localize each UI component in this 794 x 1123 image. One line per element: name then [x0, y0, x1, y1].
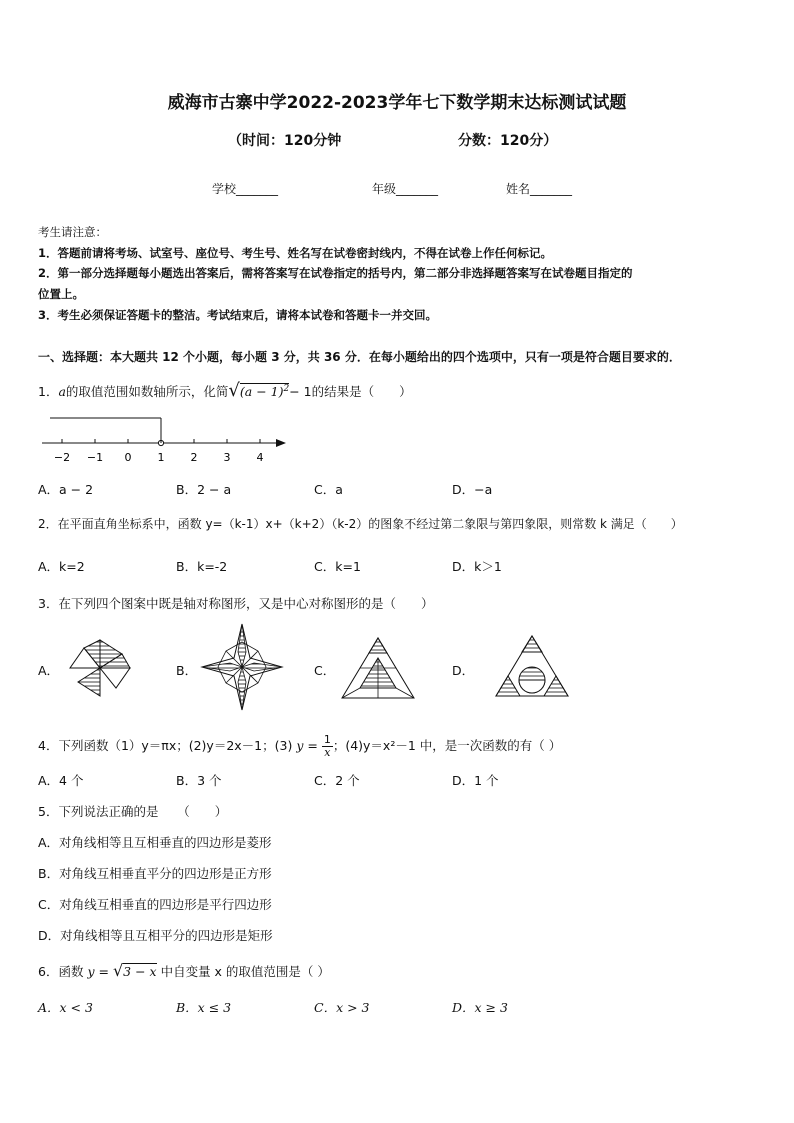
figure-c-triangle — [340, 636, 416, 700]
q6-fn: y = — [87, 964, 109, 979]
q3-label-d: D． — [452, 663, 475, 678]
question-3: 3．在下列四个图案中既是轴对称图形，又是中心对称图形的是（ ） — [38, 596, 434, 611]
sqrt-sign: √ — [112, 961, 124, 980]
q2-option-a: A．k=2 — [38, 559, 85, 574]
q1-tail: − 1的结果是（ ） — [289, 384, 412, 399]
q4-text-post: ；(4)y＝x²－1 中，是一次函数的有（ ） — [332, 738, 562, 753]
q6-option-b: B．x ≤ 3 — [176, 1000, 232, 1015]
note-item: 1．答题前请将考场、试室号、座位号、考生号、姓名写在试卷密封线内，不得在试卷上作任何标记。 — [38, 246, 552, 260]
q4-fraction: $\frac{1}{x}$ — [323, 733, 331, 759]
figure-a-pinwheel — [64, 636, 136, 700]
q2-option-d: D．k＞1 — [452, 559, 502, 574]
q1-option-a: A．a − 2 — [38, 482, 94, 497]
tick-label: −2 — [53, 451, 71, 464]
q6-option-a: A．x < 3 — [38, 1000, 93, 1015]
tick-label: 0 — [124, 451, 132, 464]
sqrt-sign: √ — [228, 380, 240, 401]
q4-text-pre: 4．下列函数（1）y＝πx；(2)y＝2x－1；(3) — [38, 738, 293, 753]
q5-option-a: A．对角线相等且互相垂直的四边形是菱形 — [38, 835, 272, 850]
note-item: 位置上。 — [38, 287, 84, 301]
q3-label-a: A． — [38, 663, 60, 678]
q6-option-c: C．x > 3 — [314, 1000, 370, 1015]
question-6 — [38, 961, 330, 980]
notes-heading: 考生请注意： — [38, 225, 107, 239]
grade-field: 年级_______ — [372, 182, 439, 196]
note-item: 3．考生必须保证答题卡的整洁。考试结束后，请将本试卷和答题卡一并交回。 — [38, 308, 437, 322]
q6-option-d: D．x ≥ 3 — [452, 1000, 508, 1015]
q3-label-b: B． — [176, 663, 198, 678]
name-field: 姓名_______ — [506, 182, 573, 196]
q4-option-c: C．2 个 — [314, 773, 360, 788]
q2-option-b: B．k=-2 — [176, 559, 228, 574]
note-item: 2．第一部分选择题每小题选出答案后，需将答案写在试卷指定的括号内，第二部分非选择题答案写在试卷题目指定的 — [38, 266, 633, 280]
question-4 — [38, 734, 561, 759]
school-field: 学校_______ — [212, 182, 279, 196]
tick-label: 2 — [190, 451, 198, 464]
q4-option-d: D．1 个 — [452, 773, 499, 788]
q1-var: a — [58, 384, 66, 399]
q4-option-a: A．4 个 — [38, 773, 84, 788]
section-heading: 一、选择题：本大题共 12 个小题，每小题 3 分，共 36 分．在每小题给出的四个选项中，只有一项是符合题目要求的． — [38, 350, 681, 364]
score-info: 分数：120分） — [458, 133, 558, 149]
q4-fn: y = — [296, 738, 318, 753]
figure-d-triangle-circle — [494, 634, 570, 700]
time-info: （时间：120分钟 — [228, 133, 342, 149]
question-5: 5．下列说法正确的是 （ ） — [38, 804, 228, 819]
tick-label: 1 — [157, 451, 165, 464]
q1-radicand: $(a - 1)^2$ — [239, 383, 290, 399]
q1-option-c: C．a — [314, 482, 343, 497]
q1-number: 1． — [38, 384, 59, 399]
question-1 — [38, 380, 412, 401]
number-line — [38, 410, 298, 470]
tick-label: 4 — [256, 451, 264, 464]
tick-label: 3 — [223, 451, 231, 464]
q2-option-c: C．k=1 — [314, 559, 361, 574]
q6-text-post: 中自变量 x 的取值范围是（ ） — [160, 964, 330, 979]
q1-option-d: D．−a — [452, 482, 493, 497]
axis-arrow — [276, 439, 286, 447]
q1-text: 的取值范围如数轴所示，化简 — [65, 384, 229, 399]
q5-option-b: B．对角线互相垂直平分的四边形是正方形 — [38, 866, 272, 881]
q3-label-c: C． — [314, 663, 336, 678]
q6-radicand: 3 − x — [123, 964, 157, 979]
q6-text-pre: 6．函数 — [38, 964, 84, 979]
tick-label: −1 — [86, 451, 104, 464]
q4-option-b: B．3 个 — [176, 773, 222, 788]
exam-title: 威海市古寨中学2022-2023学年七下数学期末达标测试试题 — [167, 93, 627, 113]
question-2: 2．在平面直角坐标系中，函数 y=（k-1）x+（k+2）（k-2）的图象不经过第二象限与第四象限，则常数 k 满足（ ） — [38, 517, 683, 531]
q1-option-b: B．2 − a — [176, 482, 232, 497]
q5-option-c: C．对角线互相垂直的四边形是平行四边形 — [38, 897, 272, 912]
q5-option-d: D．对角线相等且互相平分的四边形是矩形 — [38, 928, 273, 943]
figure-b-star — [200, 622, 284, 712]
